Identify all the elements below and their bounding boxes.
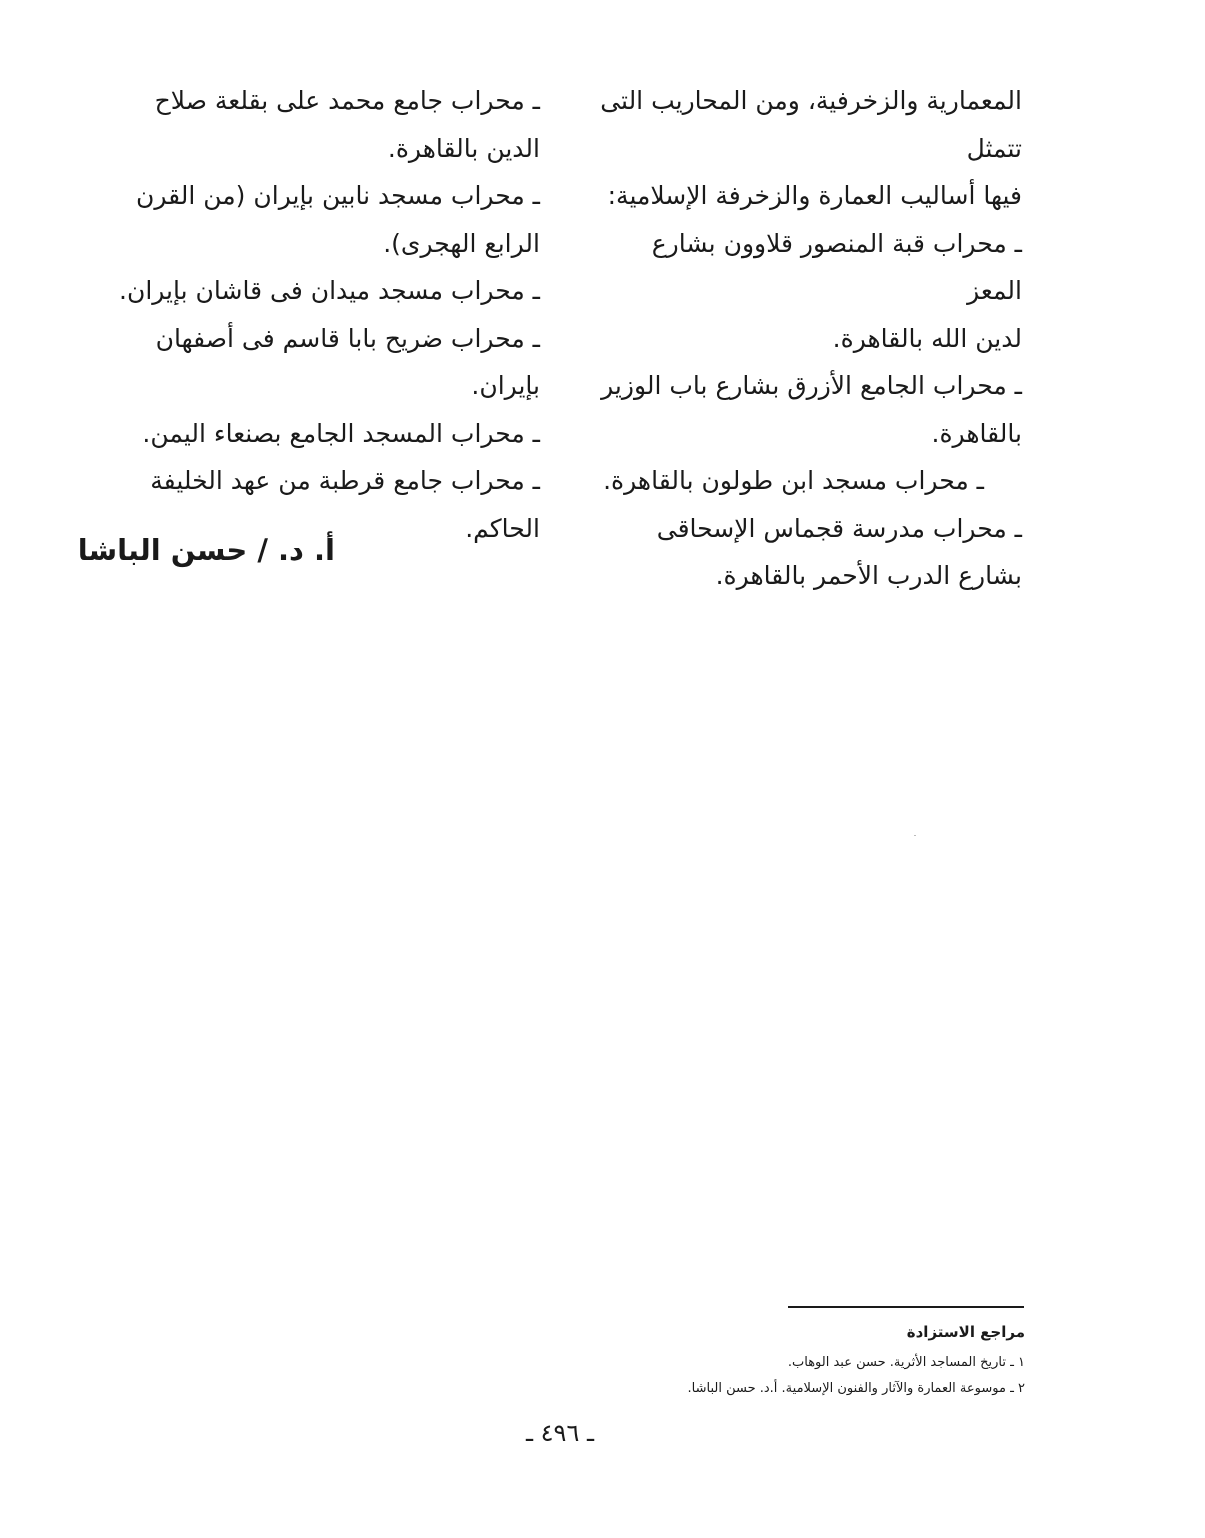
scan-speck <box>914 835 916 836</box>
footnote-divider <box>788 1306 1024 1308</box>
list-item-line: ـ محراب مسجد ميدان فى قاشان بإيران. <box>119 276 540 305</box>
list-item-line: ـ محراب ضريح بابا قاسم فى أصفهان بإيران. <box>155 323 540 400</box>
list-item-line: ـ محراب الجامع الأزرق بشارع باب الوزير <box>601 371 1022 400</box>
reference-item: ١ ـ تاريخ المساجد الأثرية. حسن عبد الوهاب. <box>787 1355 1025 1370</box>
references-section <box>560 1318 1025 1402</box>
list-item-line: ـ محراب مسجد ابن طولون بالقاهرة. <box>603 466 984 495</box>
page-number: ـ ٤٩٦ ـ <box>525 1419 594 1447</box>
references-title: مراجع الاستزادة <box>906 1323 1025 1341</box>
list-item-line: الرابع الهجرى). <box>383 228 540 258</box>
list-item-line: ـ محراب قبة المنصور قلاوون بشارع المعز <box>651 228 1022 305</box>
list-item-line: بشارع الدرب الأحمر بالقاهرة. <box>715 561 1022 590</box>
body-line: فيها أساليب العمارة والزخرفة الإسلامية: <box>607 181 1022 210</box>
author-signature: أ. د. / حسن الباشا <box>77 533 335 567</box>
list-item-line: ـ محراب مسجد نابين بإيران (من القرن <box>135 181 540 210</box>
list-item-line: الدين بالقاهرة. <box>387 133 540 163</box>
list-item-line: بالقاهرة. <box>931 418 1022 448</box>
text-column-left <box>110 77 540 552</box>
body-line: المعمارية والزخرفية، ومن المحاريب التى تتمثل <box>600 86 1022 163</box>
reference-item: ٢ ـ موسوعة العمارة والآثار والفنون الإسلامية. أ.د. حسن الباشا. <box>687 1381 1025 1396</box>
list-item-line: ـ محراب جامع قرطبة من عهد الخليفة الحاكم. <box>150 466 540 543</box>
list-item-line: ـ محراب المسجد الجامع بصنعاء اليمن. <box>142 418 540 448</box>
list-item-line: ـ محراب جامع محمد على بقلعة صلاح <box>154 86 540 115</box>
list-item-line: لدين الله بالقاهرة. <box>832 323 1022 353</box>
list-item-line: ـ محراب مدرسة قجماس الإسحاقى <box>656 513 1022 543</box>
text-column-right <box>590 77 1022 600</box>
